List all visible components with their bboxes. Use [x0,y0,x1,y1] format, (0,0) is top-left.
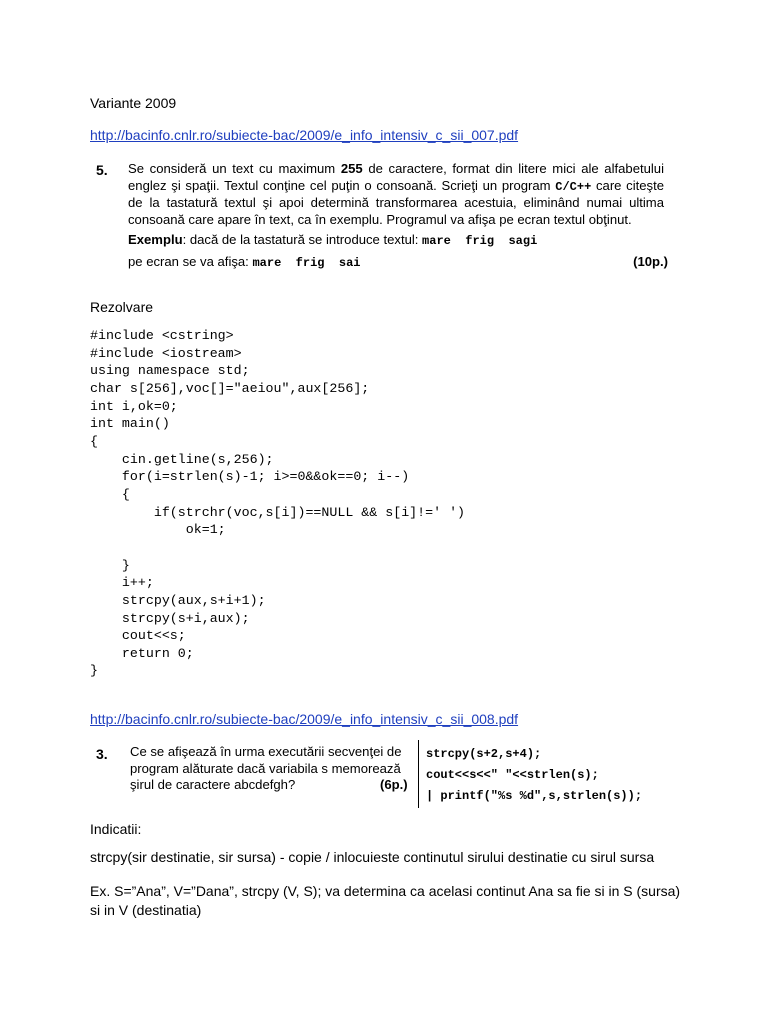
problem-5-output: pe ecran se va afişa: mare frig sai [128,254,361,270]
problem-5-example: Exemplu: dacă de la tastatură se introduce textul: mare frig sagi [128,232,538,248]
problem-5-statement: Se consideră un text cu maximum 255 de caractere, format din litere mici ale alfabetului englez şi spaţii. Textul conţine cel puţin o consoană. Scrieţi un program C/C++ care citeşte de la tastatură textul şi apoi determină transformarea acestuia, eliminând numai ultima consoană care apare în text, ca în exemplu. Programul va afişa pe ecran textul obţinut. [128,161,664,227]
problem-number: 3. [96,746,108,762]
solution-label: Rezolvare [90,299,154,315]
column-divider [418,740,419,808]
problem-3-points: (6p.) [380,777,408,792]
hint-example: Ex. S=”Ana”, V=”Dana”, strcpy (V, S); va determina ca acelasi continut Ana sa fie si in S (sursa) si in V (destinatia) [90,883,681,918]
link-subject-007[interactable]: http://bacinfo.cnlr.ro/subiecte-bac/2009/e_info_intensiv_c_sii_007.pdf [90,127,519,143]
hint-strcpy: strcpy(sir destinatie, sir sursa) - copie / inlocuieste continutul sirului destinatie cu sirul sursa [90,849,655,865]
problem-3-code: strcpy(s+2,s+4); cout<<s<<" "<<strlen(s); | printf("%s %d",s,strlen(s)); [426,747,643,803]
solution-code: #include <cstring> #include <iostream> using namespace std; char s[256],voc[]="aeiou",aux[256]; int i,ok=0; int main() { cin.getline(s,256); for(i=strlen(s)-1; i>=0&&ok==0; i--) { if(strchr(voc,s[i])==NULL && s[i]!=' ') ok=1; } i++; strcpy(aux,s+i+1); strcpy(s+i,aux); cout<<s; return 0; } [90,328,466,679]
heading: Variante 2009 [90,95,177,111]
problem-3-statement: Ce se afişează în urma executării secvenţei de program alăturate dacă variabila s memorează şirul de caractere abcdefgh? [130,744,402,793]
problem-5-points: (10p.) [633,254,668,269]
link-subject-008[interactable]: http://bacinfo.cnlr.ro/subiecte-bac/2009/e_info_intensiv_c_sii_008.pdf [90,711,519,727]
problem-number: 5. [96,162,108,178]
hints-label: Indicatii: [90,821,142,837]
problem-3-scan [90,740,680,810]
problem-5-scan [90,158,680,276]
